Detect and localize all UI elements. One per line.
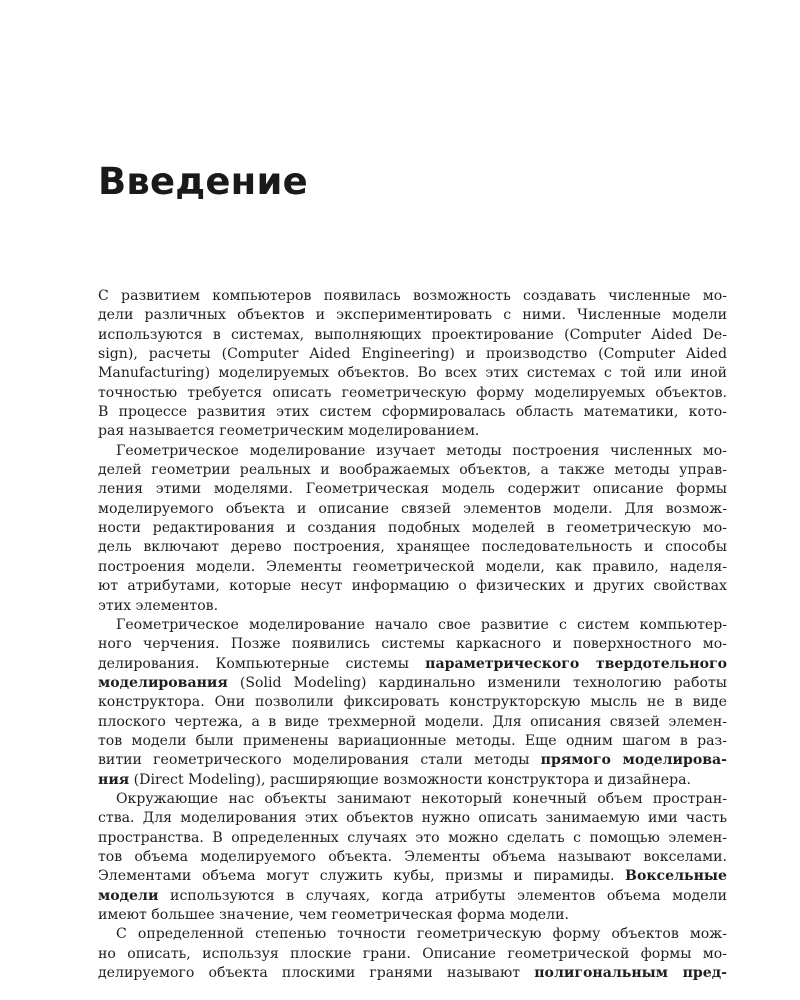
text-line xyxy=(98,751,727,770)
text-line xyxy=(98,616,727,635)
text-line xyxy=(98,674,727,693)
text-line xyxy=(98,848,727,867)
text-segment: Элементами объема могут служить кубы, призмы и пирамиды. xyxy=(98,868,626,885)
text-segment: конструктора. Они позволили фиксировать конструкторскую мысль не в виде xyxy=(98,694,727,711)
text-segment: С определенной степенью точности геометрическую форму объектов мож- xyxy=(116,926,727,943)
text-segment: пространства. В определенных случаях это можно сделать с помощью элемен- xyxy=(98,829,727,846)
text-segment: Геометрическое моделирование начало свое развитие с систем компьютер- xyxy=(116,616,727,633)
text-segment: ления этими моделями. Геометрическая модель содержит описание формы xyxy=(98,481,727,498)
text-segment: Окружающие нас объекты занимают некоторый конечный объем простран- xyxy=(116,790,727,807)
text-line xyxy=(98,403,727,422)
text-line xyxy=(98,364,727,383)
bold-term: Воксельные xyxy=(625,868,727,885)
text-line xyxy=(98,480,727,499)
text-line xyxy=(98,422,727,441)
text-segment: плоского чертежа, а в виде трехмерной модели. Для описания связей элемен- xyxy=(98,713,727,730)
paragraph xyxy=(98,616,727,790)
text-segment: Геометрическое моделирование изучает методы построения численных мо- xyxy=(116,442,727,459)
text-segment: моделируемого объекта и описание связей элементов модели. Для возмож- xyxy=(98,500,727,517)
text-segment: (Solid Modeling) кардинально изменили технологию работы xyxy=(227,674,727,691)
text-line xyxy=(98,384,727,403)
text-segment: тов объема моделируемого объекта. Элементы объема называют вокселами. xyxy=(98,848,727,865)
text-segment: имеют большее значение, чем геометрическая форма модели. xyxy=(98,907,569,923)
text-line xyxy=(98,693,727,712)
text-segment: ного черчения. Позже появились системы каркасного и поверхностного мо- xyxy=(98,636,727,653)
text-segment: ности редактирования и создания подобных моделей в геометрическую мо- xyxy=(98,520,727,537)
text-segment: но описать, используя плоские грани. Описание геометрической формы мо- xyxy=(98,945,727,962)
paragraph xyxy=(98,790,727,925)
text-line xyxy=(98,577,727,596)
chapter-title: Введение xyxy=(98,160,308,203)
text-segment: используются в случаях, когда атрибуты элементов объема модели xyxy=(158,887,727,904)
paragraph xyxy=(98,287,727,442)
text-line xyxy=(98,887,727,906)
text-line xyxy=(98,461,727,480)
text-line xyxy=(98,867,727,886)
text-segment: дели различных объектов и экспериментировать с ними. Численные модели xyxy=(98,307,727,324)
text-line xyxy=(98,945,727,964)
text-segment: В процессе развития этих систем сформировалась область математики, кото- xyxy=(98,404,727,421)
text-segment: рая называется геометрическим моделированием. xyxy=(98,423,480,440)
text-line xyxy=(98,713,727,732)
paragraph xyxy=(98,442,727,616)
text-line xyxy=(98,442,727,461)
bold-term: полигональным пред- xyxy=(534,965,727,982)
text-line xyxy=(98,906,727,925)
bold-term: модели xyxy=(98,887,159,904)
text-line xyxy=(98,732,727,751)
paragraph xyxy=(98,925,727,983)
text-segment: Manufacturing) моделируемых объектов. Во всех этих системах с той или иной xyxy=(98,365,727,382)
text-line xyxy=(98,635,727,654)
text-segment: точностью требуется описать геометрическую форму моделируемых объектов. xyxy=(98,384,727,401)
text-line xyxy=(98,558,727,577)
text-segment: (Direct Modeling), расширяющие возможности конструктора и дизайнера. xyxy=(129,771,691,788)
bold-term: ния xyxy=(98,771,130,788)
text-line xyxy=(98,326,727,345)
text-segment: делируемого объекта плоскими гранями называют xyxy=(98,965,535,982)
text-line xyxy=(98,771,727,790)
text-segment: этих элементов. xyxy=(98,597,219,614)
text-line xyxy=(98,345,727,364)
text-segment: витии геометрического моделирования стали методы xyxy=(98,752,541,769)
bold-term: моделирования xyxy=(98,674,228,691)
text-line xyxy=(98,809,727,828)
bold-term: прямого моделирова- xyxy=(540,752,727,769)
text-segment: тов модели были применены вариационные методы. Еще одним шагом в раз- xyxy=(98,732,727,749)
text-segment: ют атрибутами, которые несут информацию о физических и других свойствах xyxy=(98,578,727,595)
text-segment: делирования. Компьютерные системы xyxy=(98,655,426,672)
text-segment: используются в системах, выполняющих проектирование (Computer Aided De- xyxy=(98,326,727,343)
text-line xyxy=(98,964,727,983)
text-segment: дель включают дерево построения, хранящее последовательность и способы xyxy=(98,539,727,556)
text-segment: С развитием компьютеров появилась возможность создавать численные мо- xyxy=(98,288,727,304)
text-segment: sign), расчеты (Computer Aided Engineering) и производство (Computer Aided xyxy=(98,346,727,363)
text-line xyxy=(98,790,727,809)
bold-term: параметрического твердотельного xyxy=(425,655,728,672)
text-line xyxy=(98,597,727,616)
text-line xyxy=(98,306,727,325)
text-line xyxy=(98,287,727,306)
text-line xyxy=(98,500,727,519)
text-line xyxy=(98,829,727,848)
text-line xyxy=(98,655,727,674)
text-line xyxy=(98,538,727,557)
text-segment: ства. Для моделирования этих объектов нужно описать занимаемую ими часть xyxy=(98,810,727,827)
text-segment: построения модели. Элементы геометрической модели, как правило, наделя- xyxy=(98,558,727,575)
text-line xyxy=(98,519,727,538)
body-text xyxy=(98,287,727,983)
text-segment: делей геометрии реальных и воображаемых объектов, а также методы управ- xyxy=(98,462,727,479)
text-line xyxy=(98,925,727,944)
